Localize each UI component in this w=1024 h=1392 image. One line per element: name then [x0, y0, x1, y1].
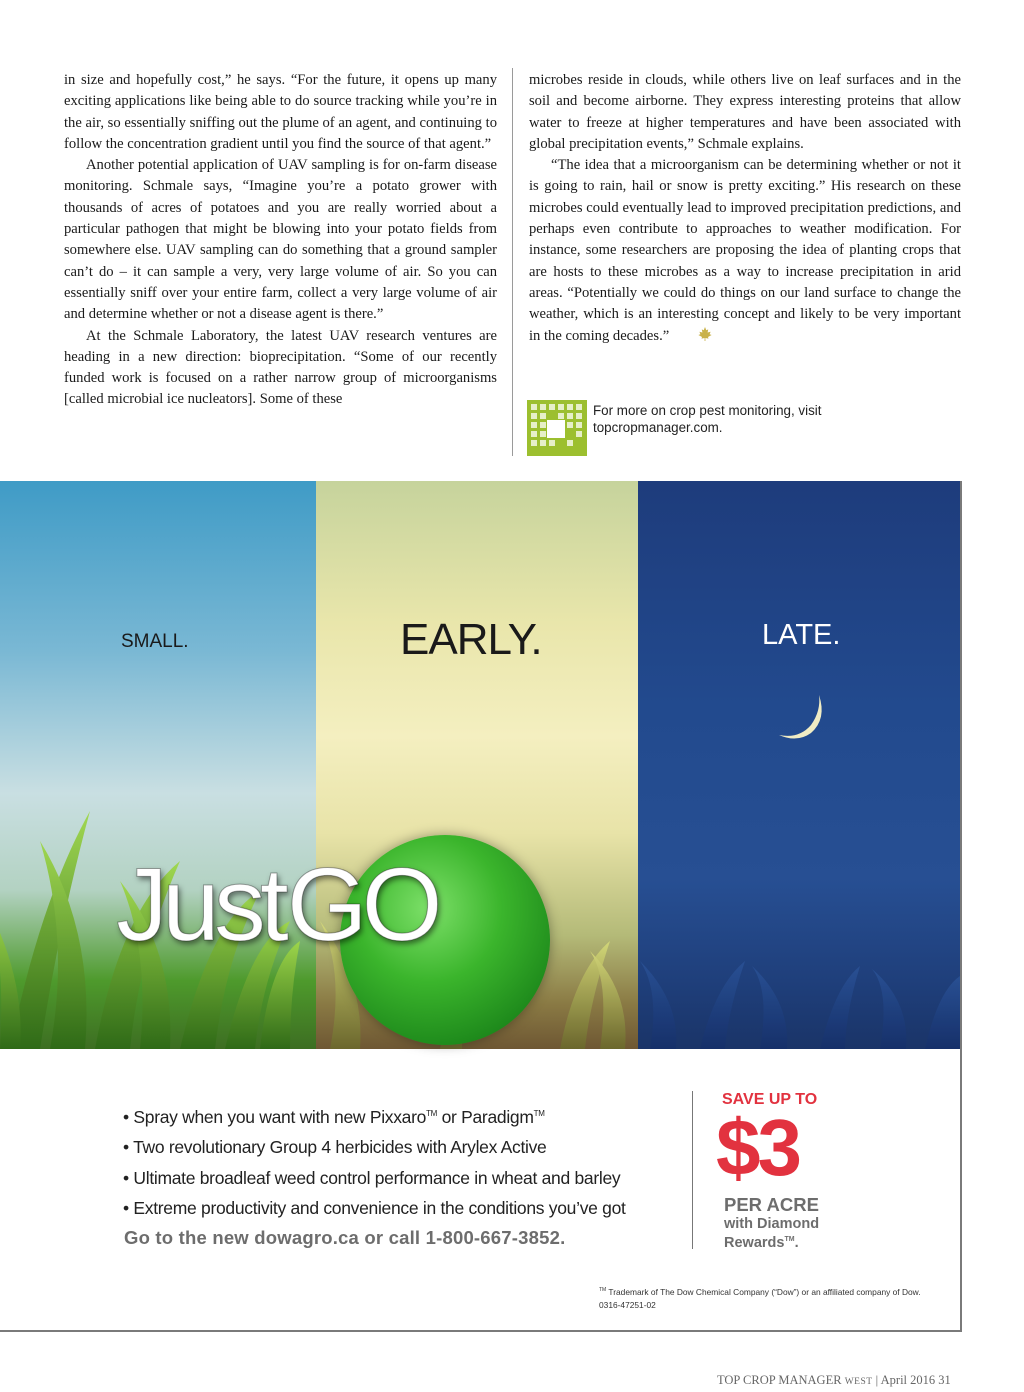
rewards-line: [724, 1232, 844, 1251]
page-footer: [717, 1373, 951, 1388]
ad-image-panels: [0, 481, 960, 1049]
trademark-sup: TM: [426, 1109, 438, 1118]
bullet-text: • Spray when you want with new Pixxaro: [123, 1106, 427, 1127]
topcropmanager-logo: [527, 400, 587, 456]
ad-bullet: • Ultimate broadleaf weed control performance in wheat and barley: [123, 1167, 621, 1188]
article-paragraph: Another potential application of UAV sampling is for on-farm disease monitoring. Schmale says, “Imagine you’re a potato grower with thousands of acres of potatoes and you are really worried about a particular pathogen that might be blowing into your potato fields from somewhere else. UAV sampling can do something that a ground sampler can’t do – it can sample a very, very large volume of air. So you can essentially sniff over your entire farm, collect a very large volume of air and determine whether or not a disease agent is there.”: [64, 157, 497, 323]
panel-word-small: SMALL.: [121, 631, 189, 652]
save-up-to-label: SAVE UP TO: [722, 1091, 818, 1108]
more-info-note: [593, 402, 893, 436]
article-paragraph: At the Schmale Laboratory, the latest UAV research ventures are heading in a new direction: bioprecipitation. “Some of our recently funded work is focused on a rather narrow group of microorganisms [called microbial ice nucleators]. Some of these: [64, 327, 497, 408]
article-paragraph: in size and hopefully cost,” he says. “For the future, it opens up many exciting applications like being able to do source tracking while you’re in the air, so essentially sniffing out the plume of an agent, and continuing to follow the concentration gradient until you find the source of that agent.”: [64, 72, 497, 152]
trademark-sup: TM: [784, 1236, 795, 1243]
trademark-sup: TM: [599, 1287, 607, 1293]
article-left-column: [64, 70, 497, 411]
panel-word-late: LATE.: [762, 619, 841, 651]
headline-just: Just: [116, 847, 283, 963]
diamond-rewards-label: [724, 1216, 844, 1251]
issue-date: April 2016: [880, 1373, 936, 1387]
call-to-action[interactable]: Go to the new dowagro.ca or call 1-800-667-3852.: [124, 1227, 566, 1248]
footer-separator: |: [875, 1373, 879, 1387]
crescent-moon-icon: [775, 689, 831, 745]
ad-bullet: • Extreme productivity and convenience in the conditions you’ve got: [123, 1198, 626, 1219]
headline-go: GO: [286, 847, 437, 963]
more-info-link[interactable]: topcropmanager.com.: [593, 420, 723, 435]
article-right-column: [529, 70, 961, 349]
trademark-notice: [599, 1284, 921, 1312]
panel-word-early: EARLY.: [400, 615, 542, 664]
dow-advertisement: [0, 481, 962, 1332]
edition-label: WEST: [844, 1377, 873, 1387]
more-info-line: For more on crop pest monitoring, visit: [593, 403, 822, 418]
trademark-line: [599, 1284, 921, 1299]
article-paragraph: microbes reside in clouds, while others live on leaf surfaces and in the soil and become airborne. They express interesting proteins that allow water to freeze at higher temperatures and have been associated with global precipitation events,” Schmale explains.: [529, 72, 961, 152]
bullet-text: or Paradigm: [437, 1106, 534, 1127]
trademark-sup: TM: [533, 1109, 545, 1118]
magazine-name: TOP CROP MANAGER: [717, 1373, 842, 1387]
page-number: 31: [938, 1373, 951, 1387]
trademark-text: Trademark of The Dow Chemical Company (“Dow”) or an affiliated company of Dow.: [606, 1286, 921, 1297]
ad-bullet: • Two revolutionary Group 4 herbicides with Arylex Active: [123, 1137, 547, 1158]
rewards-period: .: [794, 1234, 799, 1251]
ad-bullet-list: [123, 1099, 626, 1224]
maple-leaf-icon: [675, 326, 713, 349]
rewards-text: Rewards: [724, 1234, 785, 1251]
offer-divider: [692, 1091, 693, 1249]
article-paragraph: [529, 155, 961, 349]
ad-bullet: [123, 1099, 626, 1132]
column-divider: [512, 68, 513, 456]
ad-code: 0316-47251-02: [599, 1299, 656, 1310]
rewards-line: with Diamond: [724, 1216, 820, 1232]
save-amount: $3: [716, 1103, 799, 1192]
per-acre-label: PER ACRE: [724, 1194, 819, 1215]
article-paragraph-text: “The idea that a microorganism can be determining whether or not it is going to rain, hail or snow is pretty exciting.” His research on these microbes could eventually lead to improved precipitation predictions, and perhaps even contribute to approaches to weather modification. For instance, some researchers are proposing the idea of planting crops that are hosts to these microbes as a way to increase precipitation in arid areas. “Potentially we could do things on our land surface to change the weather, which is an interesting concept and likely to be very important in the coming decades.”: [529, 157, 961, 344]
just-go-headline: [116, 845, 437, 965]
